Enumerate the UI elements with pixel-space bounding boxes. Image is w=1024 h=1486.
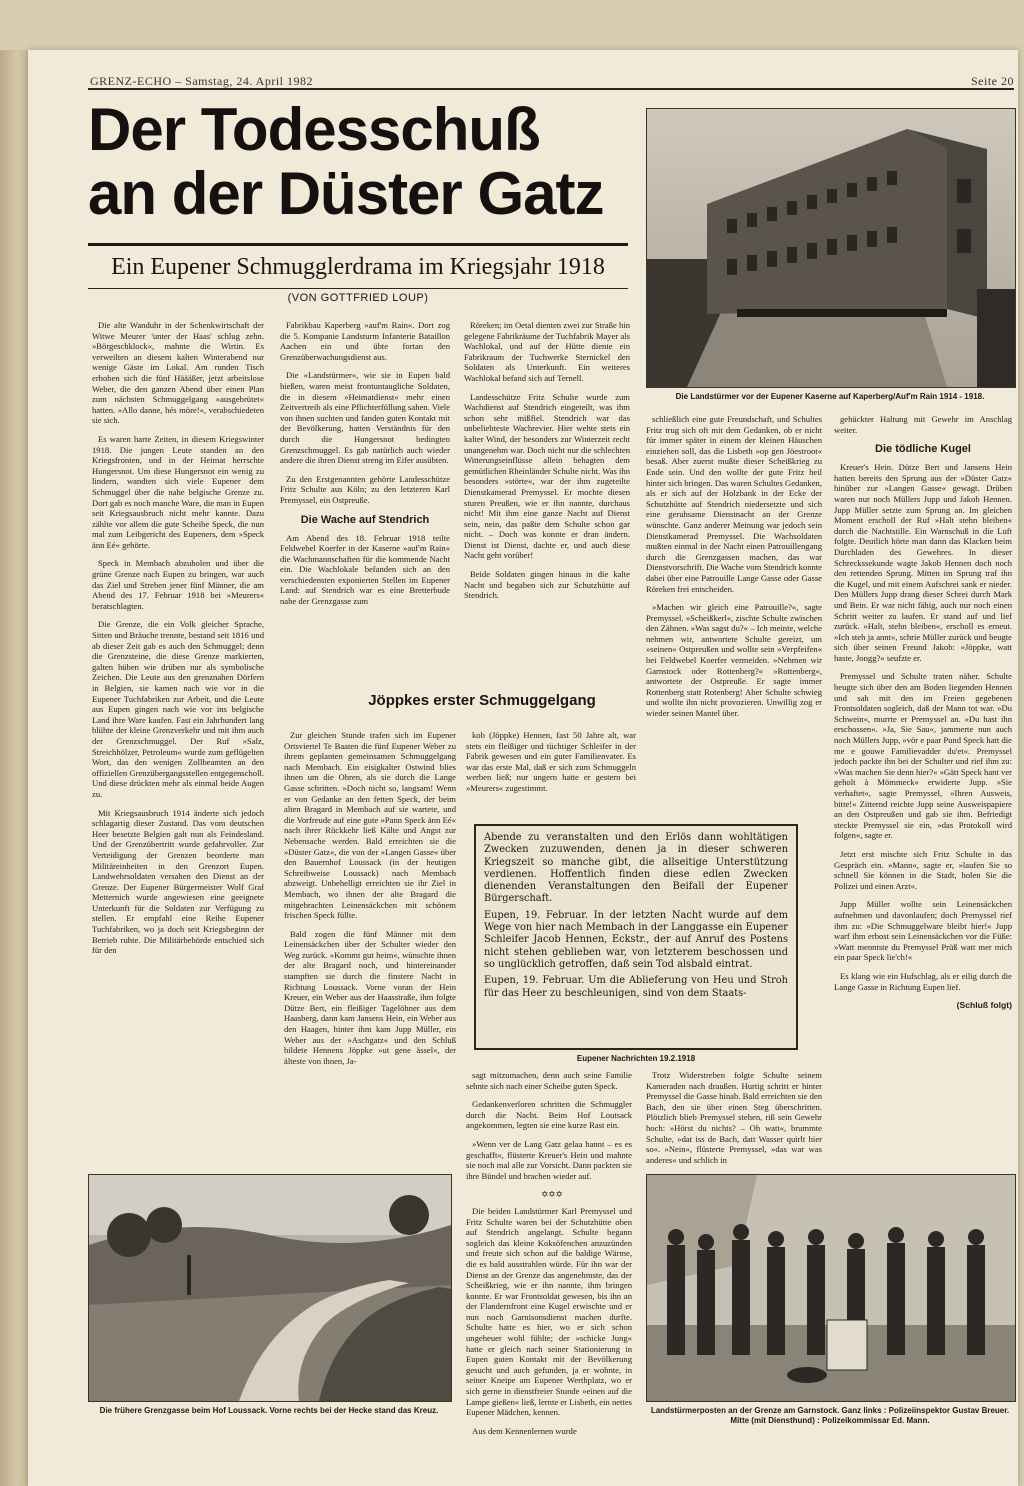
paragraph: Bald zogen die fünf Männer mit dem Leinensäckchen über der Schulter wieder den Weg zurück. »Kommt gut heim«, wünschte ihnen der alte Bragard noch, und hintereinander stampften sie durch die finstere Nacht in Richtung Loussack. Vorne voran der Hein Kreuer, ein Weber aus der Haasstraße, ihm folgte Dütze Bert, ein fleißiger Tagelöhner aus dem Haasberg, dann kam Jansens Hein, ein Weber aus den Haagen, hinter ihm kam Jupp Müller, ein Weber aus der »Aschgatz« und den Schluß bildete Hennens Jöppke »ut gene ässel«, der älteste von ihnen, Ja- [284, 928, 456, 1066]
paragraph: »Wenn ver de Lang Gatz gelaa hannt – es es geschafft«, flüsterte Kreuer's Hein und mahnte sie noch mal alle zur Vorsicht. Dann packten sie ihre Bündel und brachen wieder auf. [466, 1138, 632, 1181]
article-column-7 [466, 730, 636, 814]
paragraph: Beide Soldaten gingen hinaus in die kalte Nacht und begaben sich zur Schutzhütte auf Stendrich. [464, 569, 630, 601]
headline-rule [88, 243, 628, 246]
headline-line-2: an der Düster Gatz [88, 160, 604, 227]
paragraph: Es waren harte Zeiten, in diesem Kriegswinter 1918. Die jungen Leute standen an den Kriegsfronten, und in der Heimat herrschte Hungersnot. Um diese Hungersnot ein wenig zu lindern, wandten sich viele Eupener dem Schmuggel über die nahe belgische Grenze zu. Dort gab es noch manche Ware, die man in Eupen seit Kriegsausbruch nicht mehr kannte. Dazu zählte vor allem die gute Scheibe Speck, die nun mal zum Leibgericht des Eupeners, dem »Speck änn Eé« gehörte. [92, 433, 264, 550]
byline: (VON GOTTFRIED LOUP) [287, 292, 429, 304]
clipping-line: Abende zu veranstalten und den Erlös dann wohltätigen Zwecken zuzuwenden, denen ja in dieser schweren Kriegszeit so manche gibt, die allseitige Unterstützung verdienen. Hoffentlich finden diese edlen Zwecken dienenden Veranstaltungen den Beifall der Eupener Bürgerschaft. [484, 832, 788, 905]
clipping-line: Eupen, 19. Februar. Um die Ablieferung von Heu und Stroh für das Heer zu beschleunigen, sind von dem Staats- [484, 975, 788, 999]
caption-garnstock: Landstürmerposten an der Grenze am Garnstock. Ganz links : Polizeiinspektor Gustav Breuer. Mitte (mit Diensthund) : Polizeikommissar Ed. Mann. [650, 1406, 1010, 1425]
section-heading-schmuggelgang: Jöppkes erster Schmuggelgang [368, 692, 596, 709]
clipping-line: Eupen, 19. Februar. In der letzten Nacht wurde auf dem Wege von hier nach Membach in der Langgasse ein Eupener Schleifer Jacob Hennen, Eckstr., der auf Anruf des Postens nicht stehen geblieben war, von letzterem beschossen und so unglücklich getroffen, daß sein Tod alsbald eintrat. [484, 909, 788, 970]
paragraph: Gedankenverloren schritten die Schmuggler durch die Nacht. Beim Hof Loutsack angekommen, legten sie eine kurze Rast ein. [466, 1099, 632, 1131]
barracks-image [647, 109, 1015, 387]
paragraph: Kreuer's Hein. Dütze Bert und Jansens Hein hatten bereits den Sprung aus der »Düster Gatz« hinüber zur »Langen Gasse« gewagt. Drüben waren nur noch Müllers Jupp und Jakob Hennen. Jupp Müller setzte zum Sprung an. Im gleichen Moment erscholl der Ruf »Halt stehn bleiben« durch die Nachtstille. Ein Warnschuß in die Luft folgte. Deutlich hörte man dann das Klacken beim Durchladen des Gewehres. In dieser Schreckssekunde wagte Jakob Hennen doch noch den rettenden Sprung. Mitten im Sprung traf ihn die Kugel, und mit einem Aufschrei sank er nieder. Den Müllers Jupp drang dieser Schrei durch Mark und Bein. Er war nicht fähig, auch nur noch einen Schritt weiter zu laufen. Er stand auf und lief zurück. »Halt, stehn bleiben«, erscholl es erneut. »Ich steh ja annt«, schrie Müller zurück und beugte sich über seinen Freund Jakob: »Jöppke, watt haste, Jongg?« seufzte er. [834, 462, 1012, 663]
subheadline-rule [88, 288, 628, 289]
paragraph: Die beiden Landstürmer Karl Premyssel und Fritz Schulte waren bei der Schutzhütte oben auf Stendrich angelangt. Schulte begann sogleich das kleine Koksöfenchen anzuzünden und freute sich schon auf die baldige Wärme, die es bald ausstrahlen würde. Für ihn war der Dienst an der Grenze das angenehmste, das der Scheißkrieg, wie er ihn nannte, ihm bringen konnte. Er war Frontsoldat gewesen, bis ihn an der Flandernfront eine Kugel erwischte und er nun noch Garnisonsdienst machen durfte. Schulte hatte es hier, wo er sich schon ungeheuer wohl fühlte; der »schicke Jung« hatte er gleich nach seiner Stationierung in Eupen guten Kontakt mit der Bevölkerung gesucht und auch gefunden, ja er wohnte, in seiner Kneipe am Eupener Werthplatz, wo er sich gerne in dienstfreier Stunde »einen auf die Lampe gießen« ließ, lernte er Lisbeth, ein nettes Eupener Mädchen, kennen. [466, 1205, 632, 1418]
paragraph: gehückter Haltung mit Gewehr im Anschlag weiter. [834, 414, 1012, 435]
paragraph: Die »Landstürmer«, wie sie in Eupen bald hießen, waren meist frontuntaugliche Soldaten, die in diesem »Heimatdienst« mehr einen Zeitvertreib als eine Pflichterfüllung sahen. Viele von ihnen suchten und fanden guten Kontakt mit der Bevölkerung, hatten Verständnis für den durch die Hungersnot bedingten Grenzschmuggel. Es gab natürlich auch wieder andere die ihren Dienst streng im Eifer ausübten. [280, 370, 450, 466]
soldiers-image [647, 1175, 1015, 1401]
paragraph: Zur gleichen Stunde trafen sich im Eupener Ortsviertel Te Baaten die fünf Eupener Weber zu ihrem geplanten gemeinsamen Schmuggelgang nach Membach. Ein eisigkalter Ostwind blies ihnen um die Ohren, als sie durch die Lange Gasse schritten. »Doch nicht so, langsam! Wenn er von Gedanke an den fetten Speck, der beim alten Bragard in Membach auf sie wartete, und die Vorfreude auf eine gute »Pann Speck änn Eé« nach ihrer Rückkehr ließ Kälte und Angst zur Nebensache werden. Bald erreichten sie die »Düster Gatz«, die von der »Langen Gasse« über den Bauernhof Loussack (in der heutigen Schreibweise Loussack) nach Membach abzweigt. Unbehelligt erreichten sie ihr Ziel in Membach, wo ihnen der alte Bragard die mitgebrachten Leinensäckchen mit schönem frischen Speck füllte. [284, 730, 456, 921]
caption-grenzgasse: Die frühere Grenzgasse beim Hof Loussack. Vorne rechts bei der Hecke stand das Kreuz. [99, 1406, 439, 1415]
headline [88, 98, 628, 226]
paragraph: Zu den Erstgenannten gehörte Landesschütze Fritz Schulte aus Köln; zu den letzteren Karl Premyssel, ein Ostpreuße. [280, 473, 450, 505]
paragraph: kob (Jöppke) Hennen, fast 50 Jahre alt, war stets ein fleißiger und tüchtiger Schleifer in der Fabrik gewesen und ein guter Familienvater. Es war das erste Mal, daß er sich zum Schmuggeln werben ließ; nur ungern hatte er gestern bei »Meurers« zugestimmt. [466, 730, 636, 793]
caption-kaserne: Die Landstürmer vor der Eupener Kaserne auf Kaperberg/Auf'm Rain 1914 - 1918. [675, 392, 985, 401]
headline-line-1: Der Todesschuß [88, 96, 540, 163]
article-column-8 [466, 1070, 632, 1450]
page-number: Seite 20 [971, 74, 1014, 88]
paragraph: Röreken; im Oetal dienten zwei zur Straße hin gelegene Fabrikräume der Tuchfabrik Mayer als Wachlokal, und auf der Hütte diente ein Fabrikraum der Tuchwerke Sternickel den Soldaten als Unterkunft. Ein weiteres Wachlokal befand sich auf Ternell. [464, 320, 630, 383]
photo-garnstock [646, 1174, 1016, 1402]
article-column-3 [464, 320, 630, 670]
book-binding [0, 0, 28, 1486]
masthead-date: GRENZ-ECHO – Samstag, 24. April 1982 [90, 74, 313, 88]
masthead [60, 70, 1014, 90]
paragraph: schließlich eine gute Freundschaft, und Schultes Fritz trug sich oft mit dem Gedanken, ob er nicht für immer später in einem der kleinen Häuschen einziehen soll, das die Lisbeth »op gen Jöestroot« besaß. Aber zuerst mußte dieser Scheißkrieg zu Ende sein. Und den wollte der gute Fritz heil hinter sich bringen. Das waren Schultes Gedanken, als er sich auf der Holzbank in der Ecke der Schutzhütte auf Stendrich niedersetzte und sich eine geruhsame Dienstnacht an der Grenze wünschte. Ganz anderer Meinung war jedoch sein Dienstkamerad Premyssel. Die Wachsoldaten mußten einmal in der Nacht einen Patrouillengang durch die Grenzgassen machen, das war Dienstvorschrift. Die Wache vom Stendrich konnte dabei über eine Patrouille Lange Gasse oder Gasse Röreken frei entscheiden. [646, 414, 822, 594]
paragraph: Premyssel und Schulte traten näher. Schulte beugte sich über den am Boden liegenden Hennen und sah mit den im Freien gegebenen Frontsoldaten sogleich, daß der Mann tot war. »Du Schwein«, murrte er Premyssel an. »Du hast ihn erschossen«. »Ja, Sie Sau«, jammerte nun auch noch Müllers Jupp, »vör e paar Pund Speck hatt die me e gouwe Familievadder du'et«. Premyssel jedoch packte ihn bei der Schulter und rief ihm zu: »Was machen Sie denn hier?« »Gätt Speck hant ver geholt à Mömmeck« erwiderte Jupp. »Sie verhaftet«, sagte Premyssel, »Ihren Ausweis, bitte!« Zitternd reichte Jupp seine Ausweispapiere an den Ostpreußen und gab sie ihm. Befriedigt steckte Premyssel sie ein, »das Protokoll wird folgen«, sagte er. [834, 671, 1012, 841]
masthead-rule [88, 88, 1014, 90]
article-column-6 [284, 730, 456, 1170]
scan-margin [0, 0, 1024, 50]
paragraph: Am Abend des 18. Februar 1918 teilte Feldwebel Koerfer in der Kaserne »auf'm Rain« die Wachmannschaften für die kommende Nacht ein. Die Wachlokale befanden sich an den verschiedensten exponierten Stellen im Eupener Land: auf Stendrich war es eine Bretterbude nahe der Grenzgasse zum [280, 532, 450, 607]
historic-clipping [474, 824, 798, 1050]
article-column-2 [280, 320, 450, 670]
paragraph: Jetzt erst mischte sich Fritz Schulte in das Gespräch ein. »Mann«, sagte er, »laufen Sie so schnell Sie können in die Stadt, holen Sie die Polizei und einen Arzt«. [834, 848, 1012, 891]
section-heading-wache: Die Wache auf Stendrich [300, 513, 430, 526]
paragraph: Aus dem Kennenlernen wurde [472, 1425, 577, 1436]
paragraph: Landesschütze Fritz Schulte wurde zum Wachdienst auf Stendrich eingeteilt, was ihm schon sehr mißfiel. Stendrich war das unbeliebteste Wachrevier. Hier wehte stets ein kalter Wind, der besonders zur Winterzeit recht unangenehm war. Doch nicht nur die schlechten Witterungseinflüsse allein behagten dem gemütlichen Rheinländer Schulte nicht. Was ihn besonders »störte«, war der ihm zugeteilte Dienstkamerad Premyssel. Er mochte diesen sturen Preußen, wie er ihn nannte, durchaus nicht! Mit ihm eine ganze Nacht auf Dienst sein, nein, das paßte dem Schulte schon gar nicht. – Doch was konnte er dran ändern. Dienst ist Dienst, dachte er, und auch diese Nacht geht vorüber! [464, 391, 630, 561]
paragraph: »Machen wir gleich eine Patrouille?«, sagte Premyssel. »Scheißkerl«, zischte Schulte zwischen den Zähnen. »Was sagst du?« – Ich meinte, welche nehmen wir, antwortete Schulte gereizt, um »seinen« Ostpreußen und wollte sein »Verpfeifen« bei Feldwebel Koerfer vermeiden. »Nehmen wir Garnstock oder Rottenberg?« »Rottenberg«, antwortete der Ostpreuße. Er sagte immer Rottenberg statt Rotenberg! Aber Schulte schwieg und wollte ihn nicht provozieren. Unwillig zog er wieder seinen Mantel über. [646, 602, 822, 719]
section-heading-kugel: Die tödliche Kugel [875, 443, 971, 456]
paragraph: Die Grenze, die ein Volk gleicher Sprache, Sitten und Bräuche trennte, bestand seit 1816 und ab dieser Zeit gab es auch den Schmuggel; denn die Grenzsteine, die diese Grenze markierten, galten hüben wie drüben nur als symbolische Zeichen. Die Leute aus den grenznahen Dörfern in Belgien, sie kamen nach wie vor in die Eupener Tuchfabriken zur Arbeit, und die Leute aus Eupen gingen nach wie vor ins belgische Land ihre Ware kaufen. Fast ein Jahrhundert lang blühte der kleine Grenzverkehr und mit ihm auch der Grenzschmuggel. Der Ruf »Salz, Streichhölzer, Petroleum« wurde zum geflügelten Wort, das den wenigen Zollbeamten an den offiziellen Grenzübergangsstellen entgegenscholl. Und diese drückten mehr als einmal beide Augen zu. [92, 619, 264, 799]
photo-kaserne [646, 108, 1016, 388]
paragraph: Mit Kriegsausbruch 1914 änderte sich jedoch schlagartig dieser Zustand. Das vom deutschen Heer besetzte Belgien galt nun als Feindesland. Und der Grenzübertritt wurde gefahrvoller. Zur Verteidigung der Grenzen beorderte man Militäreinheiten in den Grenzort Eupen. Landwehrsoldaten versahen den Dienst an der Grenze. Der Eupener Bürgermeister Wolf Graf Metternich wurde angewiesen eine geeignete Unterkunft für die Soldaten zur Verfügung zu stellen. Er empfahl eine Reihe Eupener Tuchfabriken, wo ja doch seit Kriegsbeginn der Betrieb ruhte. Die Militärbehörde entschied sich für den [92, 807, 264, 956]
to-be-continued: (Schluß folgt) [956, 1000, 1012, 1011]
country-road-image [89, 1175, 451, 1401]
photo-grenzgasse [88, 1174, 452, 1402]
stars-separator: ✡✡✡ [541, 1189, 563, 1200]
paragraph: Trotz Widerstreben folgte Schulte seinem Kameraden nach draußen. Hurtig schritt er hinter Premyssel die Gasse hinab. Bald erreichten sie den Bach, den sie über einen Steg überschritten. Plötzlich blieb Premyssel stehen, riß sein Gewehr hoch: »Hörst du nichts? – Oh watt«, brummte Schulte, »dat iss de Bach, datt Wasser quirlt hier so«. »Nein«, flüsterte Premyssel, »das war was anderes« und schlich in [646, 1070, 822, 1165]
caption-clipping: Eupener Nachrichten 19.2.1918 [576, 1054, 696, 1063]
paragraph: Jupp Müller wollte sein Leinensäckchen aufnehmen und davonlaufen; doch Premyssel rief ihm zu: »Die Schmuggelware bleibt hier!« Jupp warf ihm erbost sein Leinensäckchen vor die Füße: »Watt menntste du Premyssel Prüß watt mer mich ein paar Speck lie'ch!« [834, 899, 1012, 963]
paragraph: Die alte Wanduhr in der Schenkwirtschaft der Witwe Meurer 'unter der Haas' schlug zehn. »Börgeschklock«, mahnte die Wirtin. Es verweilten an diesem kalten Winterabend nur wenige Gäste im Lokal. Am runden Tisch erhoben sich die fünf Häääßer, jetzt arbeitslose Weber, die den ganzen Abend über einen Plan zum nächsten Schmuggelgang »ausgebrütet« hatten. »Allo danne, hés möre!«, verabschiedeten sie sich. [92, 320, 264, 426]
paragraph: Fabrikbau Kaperberg »auf'm Rain«. Dort zog die 5. Kompanie Landsturm Infanterie Bataillon Aachen ein und übte fortan den Grenzüberwachungsdienst aus. [280, 320, 450, 362]
subheadline: Ein Eupener Schmugglerdrama im Kriegsjahr 1918 [111, 254, 605, 280]
article-column-4 [646, 414, 822, 814]
paragraph: Es klang wie ein Hufschlag, als er eilig durch die Lange Gasse in Richtung Eupen lief. [834, 970, 1012, 992]
paragraph: sagt mitzumachen, denn auch seine Familie sehnte sich nach einer Scheibe guten Speck. [466, 1070, 632, 1091]
article-column-9 [646, 1070, 822, 1168]
paragraph: Speck in Membach abzuholen und über die grüne Grenze nach Eupen zu bringen, war auch das Ziel und Streben jener fünf Männer, die am Abend des 17. Februar 1918 bei »Meurers« beratschlagten. [92, 558, 264, 611]
